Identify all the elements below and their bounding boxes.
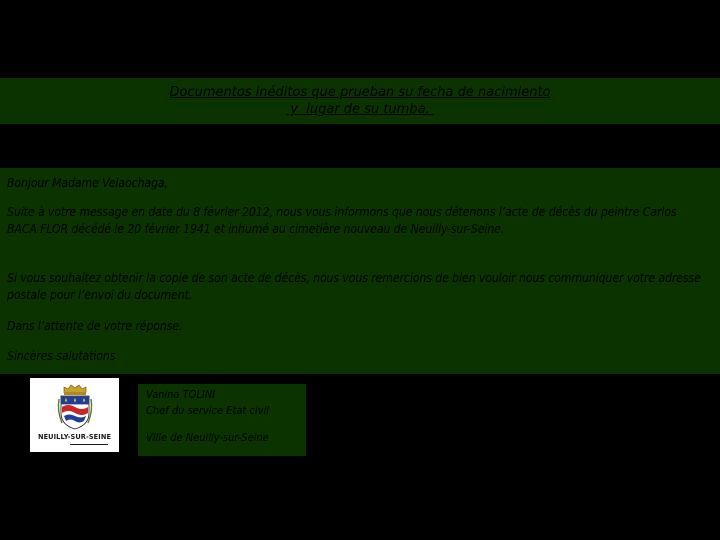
- letter-greeting: Bonjour Madame Velaochaga,: [7, 176, 168, 190]
- letter-paragraph-1: Suite à votre message en date du 8 février 2012, nous vous informons que nous détenons l’acte de décès du peintre Carlos BACA FLOR décédé le 20 février 1941 et inhumé au cimetière nouveau de Neuilly-sur-Seine.: [7, 205, 677, 236]
- signatory-name: Vanina TOLINI: [146, 388, 216, 401]
- signatory-role: Chef du service Etat civil: [146, 404, 269, 417]
- title-line-1: Documentos inéditos que prueban su fecha de nacimiento: [169, 85, 551, 100]
- letter-paragraph-2: Si vous souhaitez obtenir la copie de son acte de décès, nous vous remercions de bien vouloir nous communiquer votre adresse postale pour l’envoi du document.: [7, 271, 701, 302]
- logo-underline: [70, 444, 108, 445]
- title-line-2: y lugar de su tumba.: [286, 102, 434, 117]
- city-logo: [30, 378, 119, 452]
- signatory-city: Ville de Neuilly-sur-Seine: [146, 431, 269, 444]
- logo-caption: NEUILLY-SUR-SEINE: [37, 433, 112, 441]
- signature-block: [138, 384, 306, 456]
- title-banner: [0, 78, 720, 124]
- coat-of-arms-icon: [56, 383, 94, 431]
- letter-closing-2: Sincères salutations: [7, 349, 116, 363]
- letter-panel: [0, 168, 720, 374]
- letter-closing-1: Dans l’attente de votre réponse.: [7, 319, 183, 333]
